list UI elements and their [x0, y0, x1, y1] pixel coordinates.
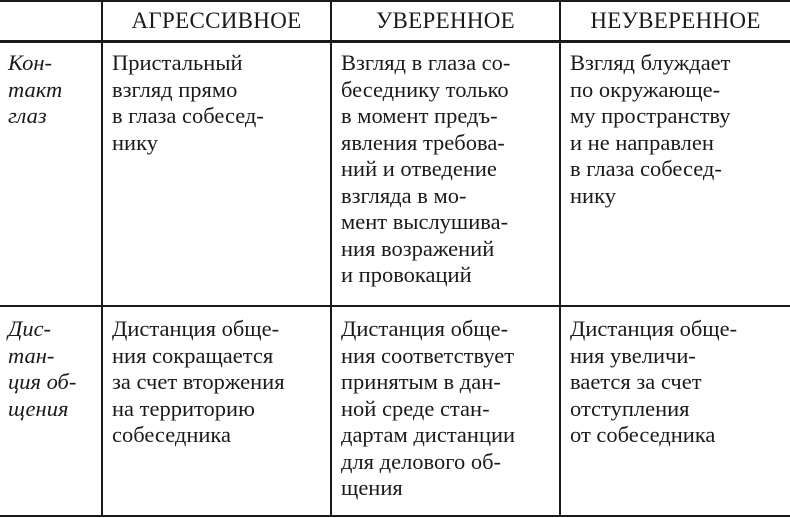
cell-text-line: щения: [8, 395, 69, 421]
cell-text-line: Дистанция обще-: [570, 316, 738, 341]
cell-text-line: ния сокращается: [112, 342, 274, 368]
cell-text-line: явления требова-: [341, 129, 505, 155]
column-divider: [101, 0, 103, 517]
cell-text-line: му пространству: [570, 103, 731, 128]
cell-confident: [341, 316, 515, 502]
cell-unconfident: [570, 316, 737, 449]
header-aggressive: АГРЕССИВНОЕ: [131, 7, 302, 33]
cell-text-line: Кон-: [8, 50, 52, 75]
cell-text-line: нику: [570, 182, 616, 208]
cell-text-line: вается за счет: [570, 369, 702, 394]
cell-text-line: отступления: [570, 395, 690, 421]
cell-text-line: ния возражений: [341, 235, 495, 261]
cell-text-line: ной среде стан-: [341, 395, 490, 421]
cell-confident: [341, 50, 510, 289]
header-empty: [0, 0, 101, 41]
cell-text-line: такт: [8, 76, 63, 102]
cell-text-line: по окружающе-: [570, 76, 721, 102]
cell-aggressive: [112, 316, 285, 449]
cell-text-line: мент выслушива-: [341, 209, 509, 234]
cell-text-line: взгляд прямо: [112, 76, 238, 102]
row-divider: [0, 305, 790, 307]
cell-text-line: взгляда в мо-: [341, 182, 467, 208]
cell-text-line: собеседника: [112, 422, 231, 447]
cell-text-line: Дис-: [8, 316, 52, 341]
cell-text-line: дартам дистанции: [341, 422, 516, 447]
cell-text-line: нику: [112, 129, 158, 155]
table-bottom-border: [0, 515, 790, 517]
column-divider: [559, 0, 561, 517]
cell-text-line: Взгляд блуждает: [570, 50, 731, 75]
cell-unconfident: [570, 50, 731, 209]
cell-text-line: беседнику только: [341, 76, 509, 102]
row-label: [8, 316, 76, 422]
cell-text-line: в глаза собесед-: [112, 103, 264, 128]
cell-text-line: принятым в дан-: [341, 369, 501, 394]
cell-text-line: Пристальный: [112, 50, 243, 75]
cell-text-line: за счет вторжения: [112, 369, 285, 394]
header-unconfident: НЕУВЕРЕННОЕ: [590, 7, 761, 33]
cell-text-line: в глаза собесед-: [570, 156, 722, 181]
cell-text-line: и провокаций: [341, 262, 472, 287]
column-divider: [330, 0, 332, 517]
cell-text-line: ния увеличи-: [570, 342, 696, 368]
cell-text-line: Дистанция обще-: [341, 316, 509, 341]
header-confident: УВЕРЕННОЕ: [375, 7, 516, 33]
cell-text-line: для делового об-: [341, 448, 502, 474]
cell-text-line: щения: [341, 475, 403, 500]
row-label: [8, 50, 62, 130]
cell-text-line: в момент предъ-: [341, 103, 498, 128]
cell-text-line: ний и отведение: [341, 156, 497, 181]
cell-text-line: Взгляд в глаза со-: [341, 50, 511, 75]
cell-text-line: глаз: [8, 103, 47, 128]
cell-aggressive: [112, 50, 264, 156]
cell-text-line: тан-: [8, 342, 55, 368]
cell-text-line: ция об-: [8, 369, 77, 394]
cell-text-line: на территорию: [112, 395, 255, 421]
cell-text-line: и не направлен: [570, 129, 714, 155]
cell-text-line: Дистанция обще-: [112, 316, 280, 341]
cell-text-line: ния соответствует: [341, 342, 515, 368]
cell-text-line: от собеседника: [570, 422, 716, 447]
